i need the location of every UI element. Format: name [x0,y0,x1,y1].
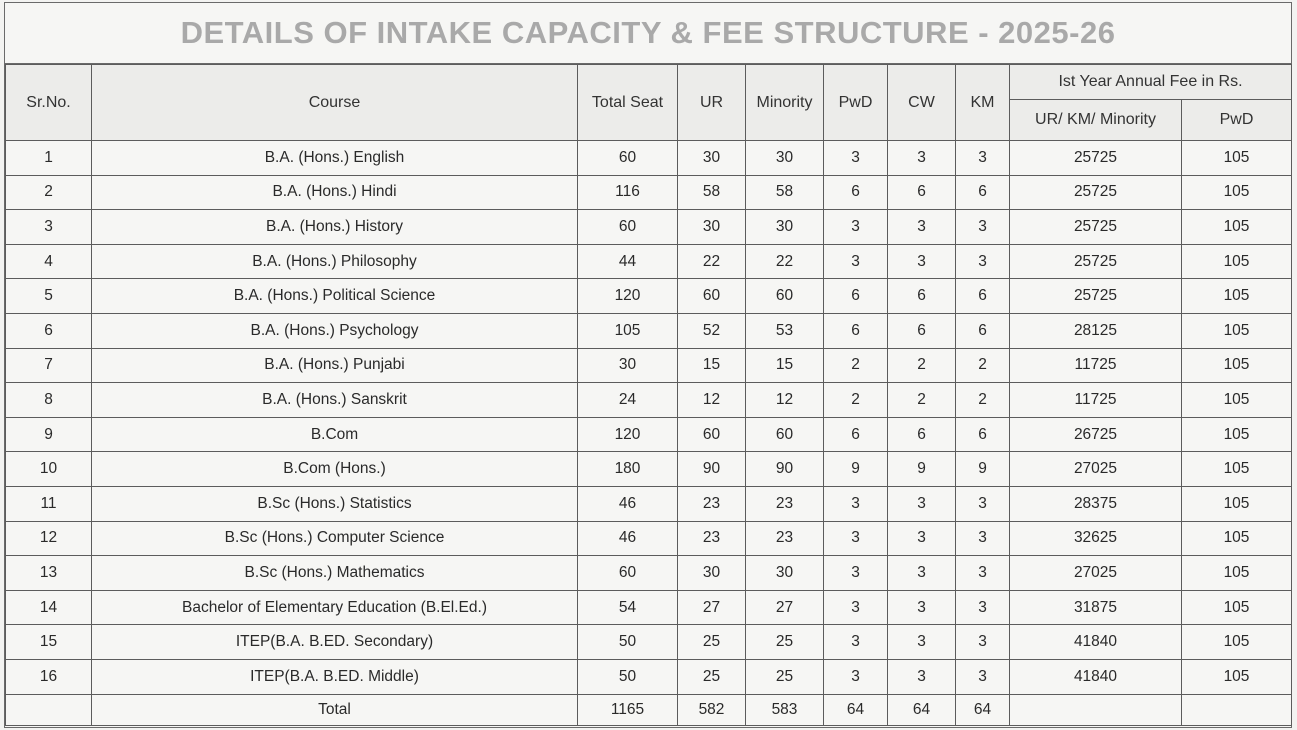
cell-fee-ur: 26725 [1010,417,1182,452]
header-course: Course [92,65,578,141]
cell-course: B.A. (Hons.) History [92,210,578,245]
cell-course: B.A. (Hons.) Philosophy [92,244,578,279]
cell-total-label: Total [92,694,578,725]
cell-cw: 3 [888,590,956,625]
cell-srno: 13 [6,556,92,591]
table-row [6,486,1292,521]
cell-minority: 60 [746,417,824,452]
cell-ur: 23 [678,486,746,521]
header-minority: Minority [746,65,824,141]
cell-srno: 4 [6,244,92,279]
cell-cw: 3 [888,659,956,694]
cell-srno: 16 [6,659,92,694]
cell-cw-sum: 64 [888,694,956,725]
cell-srno: 15 [6,625,92,660]
cell-course: ITEP(B.A. B.ED. Secondary) [92,625,578,660]
cell-total-seat: 116 [578,175,678,210]
cell-srno: 1 [6,141,92,176]
cell-km: 3 [956,625,1010,660]
cell-course: B.Sc (Hons.) Statistics [92,486,578,521]
cell-minority: 25 [746,625,824,660]
header-fee-group: Ist Year Annual Fee in Rs. [1010,65,1292,100]
cell-ur: 52 [678,313,746,348]
cell-course: B.Sc (Hons.) Mathematics [92,556,578,591]
cell-total-seat-sum: 1165 [578,694,678,725]
cell-course: B.A. (Hons.) Punjabi [92,348,578,383]
cell-pwd: 3 [824,590,888,625]
cell-fee-ur: 11725 [1010,383,1182,418]
cell-km: 3 [956,590,1010,625]
cell-pwd: 2 [824,348,888,383]
cell-course: B.A. (Hons.) Psychology [92,313,578,348]
cell-fee-pwd: 105 [1182,141,1292,176]
cell-srno-empty [6,694,92,725]
cell-pwd: 2 [824,383,888,418]
table-row [6,348,1292,383]
cell-total-seat: 60 [578,141,678,176]
cell-srno: 10 [6,452,92,487]
cell-ur: 30 [678,210,746,245]
cell-minority: 23 [746,486,824,521]
cell-total-seat: 46 [578,486,678,521]
cell-course: ITEP(B.A. B.ED. Middle) [92,659,578,694]
cell-total-seat: 46 [578,521,678,556]
cell-km: 2 [956,348,1010,383]
header-ur: UR [678,65,746,141]
cell-pwd: 3 [824,210,888,245]
cell-cw: 6 [888,417,956,452]
header-km: KM [956,65,1010,141]
table-row [6,313,1292,348]
table-row [6,141,1292,176]
cell-cw: 3 [888,521,956,556]
table-body [6,141,1292,726]
cell-minority: 60 [746,279,824,314]
cell-cw: 3 [888,141,956,176]
cell-fee-pwd: 105 [1182,625,1292,660]
cell-fee-pwd: 105 [1182,313,1292,348]
cell-minority: 27 [746,590,824,625]
total-row [6,694,1292,725]
cell-pwd: 6 [824,175,888,210]
cell-pwd: 3 [824,521,888,556]
cell-pwd-sum: 64 [824,694,888,725]
cell-fee-pwd: 105 [1182,210,1292,245]
cell-minority-sum: 583 [746,694,824,725]
cell-total-seat: 60 [578,556,678,591]
cell-ur: 22 [678,244,746,279]
cell-total-seat: 50 [578,659,678,694]
cell-fee-pwd: 105 [1182,417,1292,452]
cell-srno: 14 [6,590,92,625]
header-pwd: PwD [824,65,888,141]
cell-pwd: 3 [824,659,888,694]
intake-fee-table [5,64,1292,726]
cell-fee-ur: 28375 [1010,486,1182,521]
table-row [6,556,1292,591]
cell-fee-pwd: 105 [1182,486,1292,521]
cell-srno: 12 [6,521,92,556]
table-row [6,210,1292,245]
cell-fee-pwd: 105 [1182,590,1292,625]
cell-fee-pwd: 105 [1182,521,1292,556]
cell-ur: 25 [678,625,746,660]
table-row [6,590,1292,625]
header-total-seat: Total Seat [578,65,678,141]
cell-ur-sum: 582 [678,694,746,725]
cell-total-seat: 44 [578,244,678,279]
cell-km: 9 [956,452,1010,487]
cell-fee-pwd: 105 [1182,175,1292,210]
cell-cw: 6 [888,313,956,348]
table-row [6,279,1292,314]
cell-fee-ur: 31875 [1010,590,1182,625]
cell-minority: 22 [746,244,824,279]
cell-fee-pwd: 105 [1182,556,1292,591]
header-srno: Sr.No. [6,65,92,141]
cell-total-seat: 60 [578,210,678,245]
cell-cw: 6 [888,279,956,314]
table-row [6,175,1292,210]
cell-ur: 30 [678,141,746,176]
cell-ur: 23 [678,521,746,556]
cell-km: 3 [956,244,1010,279]
cell-cw: 3 [888,625,956,660]
cell-km: 3 [956,486,1010,521]
intake-fee-document [4,2,1292,728]
cell-pwd: 3 [824,486,888,521]
cell-km: 3 [956,141,1010,176]
cell-fee-ur: 27025 [1010,556,1182,591]
cell-minority: 15 [746,348,824,383]
cell-srno: 7 [6,348,92,383]
cell-km: 3 [956,210,1010,245]
cell-km: 6 [956,417,1010,452]
cell-course: B.A. (Hons.) English [92,141,578,176]
cell-course: B.Com (Hons.) [92,452,578,487]
cell-cw: 9 [888,452,956,487]
cell-fee-ur: 27025 [1010,452,1182,487]
cell-ur: 12 [678,383,746,418]
cell-fee-ur: 32625 [1010,521,1182,556]
cell-ur: 90 [678,452,746,487]
cell-fee-ur: 25725 [1010,244,1182,279]
cell-pwd: 3 [824,556,888,591]
cell-total-seat: 105 [578,313,678,348]
cell-srno: 6 [6,313,92,348]
cell-fee-ur: 41840 [1010,625,1182,660]
cell-km: 3 [956,521,1010,556]
cell-fee-pwd: 105 [1182,383,1292,418]
header-cw: CW [888,65,956,141]
cell-course: B.A. (Hons.) Political Science [92,279,578,314]
cell-course: B.Com [92,417,578,452]
cell-total-seat: 180 [578,452,678,487]
table-row [6,417,1292,452]
cell-cw: 2 [888,383,956,418]
cell-course: B.A. (Hons.) Hindi [92,175,578,210]
cell-km: 6 [956,313,1010,348]
cell-km: 6 [956,175,1010,210]
cell-ur: 30 [678,556,746,591]
cell-srno: 2 [6,175,92,210]
cell-ur: 27 [678,590,746,625]
cell-fee-pwd: 105 [1182,659,1292,694]
cell-km-sum: 64 [956,694,1010,725]
cell-fee-pwd: 105 [1182,244,1292,279]
header-fee-ur: UR/ KM/ Minority [1010,100,1182,141]
cell-ur: 15 [678,348,746,383]
table-row [6,625,1292,660]
cell-cw: 6 [888,175,956,210]
cell-minority: 12 [746,383,824,418]
cell-total-seat: 120 [578,417,678,452]
cell-fee-ur: 28125 [1010,313,1182,348]
cell-srno: 5 [6,279,92,314]
cell-ur: 58 [678,175,746,210]
cell-km: 2 [956,383,1010,418]
cell-fee-pwd-empty [1182,694,1292,725]
cell-km: 3 [956,659,1010,694]
cell-fee-ur: 25725 [1010,210,1182,245]
cell-srno: 8 [6,383,92,418]
cell-minority: 30 [746,141,824,176]
cell-ur: 60 [678,279,746,314]
document-title: DETAILS OF INTAKE CAPACITY & FEE STRUCTURE - 2025-26 [5,3,1291,64]
cell-minority: 58 [746,175,824,210]
table-row [6,659,1292,694]
cell-srno: 11 [6,486,92,521]
cell-fee-ur: 25725 [1010,279,1182,314]
cell-fee-pwd: 105 [1182,452,1292,487]
cell-cw: 3 [888,244,956,279]
cell-fee-pwd: 105 [1182,348,1292,383]
cell-km: 6 [956,279,1010,314]
cell-total-seat: 50 [578,625,678,660]
cell-course: Bachelor of Elementary Education (B.El.Ed.) [92,590,578,625]
cell-fee-ur: 25725 [1010,175,1182,210]
cell-course: B.A. (Hons.) Sanskrit [92,383,578,418]
cell-pwd: 9 [824,452,888,487]
cell-pwd: 6 [824,417,888,452]
cell-minority: 90 [746,452,824,487]
cell-fee-pwd: 105 [1182,279,1292,314]
cell-pwd: 3 [824,625,888,660]
cell-cw: 3 [888,556,956,591]
cell-minority: 53 [746,313,824,348]
cell-km: 3 [956,556,1010,591]
cell-srno: 9 [6,417,92,452]
cell-srno: 3 [6,210,92,245]
header-fee-pwd: PwD [1182,100,1292,141]
cell-minority: 30 [746,210,824,245]
cell-course: B.Sc (Hons.) Computer Science [92,521,578,556]
cell-ur: 60 [678,417,746,452]
cell-minority: 25 [746,659,824,694]
cell-pwd: 6 [824,313,888,348]
cell-total-seat: 54 [578,590,678,625]
cell-minority: 23 [746,521,824,556]
cell-fee-ur: 41840 [1010,659,1182,694]
cell-fee-ur: 11725 [1010,348,1182,383]
cell-pwd: 3 [824,244,888,279]
cell-total-seat: 30 [578,348,678,383]
table-row [6,244,1292,279]
cell-pwd: 3 [824,141,888,176]
cell-cw: 3 [888,486,956,521]
cell-cw: 2 [888,348,956,383]
cell-fee-ur: 25725 [1010,141,1182,176]
cell-total-seat: 24 [578,383,678,418]
cell-minority: 30 [746,556,824,591]
cell-total-seat: 120 [578,279,678,314]
cell-fee-ur-empty [1010,694,1182,725]
table-row [6,521,1292,556]
cell-cw: 3 [888,210,956,245]
cell-pwd: 6 [824,279,888,314]
table-row [6,383,1292,418]
table-row [6,452,1292,487]
cell-ur: 25 [678,659,746,694]
